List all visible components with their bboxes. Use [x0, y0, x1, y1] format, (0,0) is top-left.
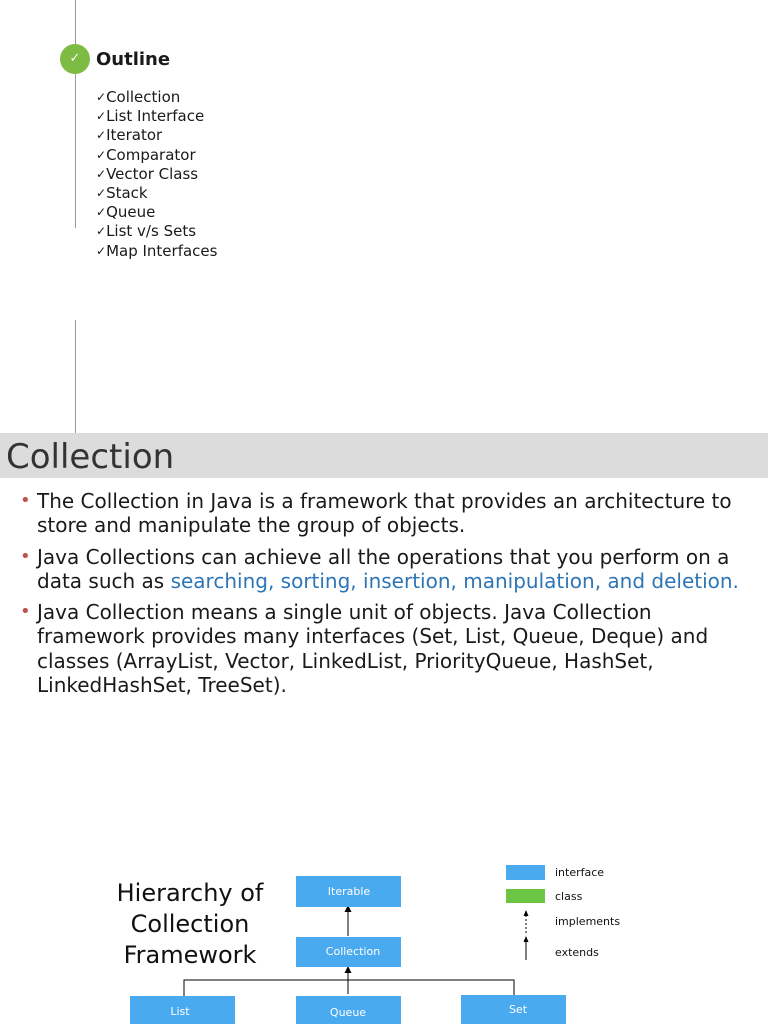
outline-item [96, 146, 217, 165]
outline-item [96, 165, 217, 184]
checkmark-icon: ✓ [96, 224, 107, 239]
outline-list [96, 88, 217, 261]
checkmark-icon: ✓ [96, 205, 107, 220]
node-iterable-label: Iterable [327, 885, 371, 898]
arrowhead-icon [524, 936, 529, 942]
outline-item-label: List v/s Sets [106, 222, 197, 241]
legend-extends-label: extends [555, 946, 599, 959]
legend-class-swatch [506, 889, 545, 903]
legend-interface-label: interface [555, 866, 605, 879]
bullet-icon: • [20, 601, 31, 623]
arrowhead-icon [524, 910, 529, 916]
outline-item-label: Collection [106, 88, 181, 106]
checkmark-icon: ✓ [96, 109, 107, 124]
checkmark-icon: ✓ [96, 128, 107, 143]
bullet-list [20, 489, 760, 704]
checkmark-icon: ✓ [96, 243, 107, 258]
bullet-text: Java Collection means a single unit of objects. Java Collection framework provides many interfaces (Set, List, Queue, Deque) and classes (ArrayList, Vector, LinkedList, PriorityQueue, HashSet, LinkedHashSet, TreeSet). [37, 600, 709, 698]
outline-item [96, 203, 217, 222]
bullet-item [20, 489, 760, 538]
outline-item [96, 126, 217, 145]
outline-item-label: Comparator [106, 145, 196, 164]
legend-interface-swatch [506, 865, 545, 880]
outline-item [96, 107, 217, 126]
check-circle-icon: ✓ [60, 44, 90, 74]
legend-class-label: class [555, 890, 583, 903]
outline-item-label: Stack [106, 183, 148, 202]
node-queue-label: Queue [329, 1006, 367, 1019]
bullet-highlight-text: searching, sorting, insertion, manipulation, and deletion. [170, 568, 739, 593]
outline-item-label: List Interface [106, 107, 205, 126]
outline-item [96, 242, 217, 261]
bullet-text: The Collection in Java is a framework that provides an architecture to store and manipulate the group of objects. [37, 489, 732, 538]
outline-item-label: Queue [106, 203, 156, 222]
bullet-text: Java Collections can achieve all the operations that you perform on a data such as [37, 544, 730, 593]
node-collection-label: Collection [325, 945, 381, 958]
arrowhead-icon [345, 966, 352, 973]
checkmark-icon: ✓ [96, 185, 107, 200]
connector-bus [184, 980, 514, 996]
checkmark-icon: ✓ [96, 147, 107, 162]
checkmark-icon: ✓ [96, 90, 107, 104]
section-header-bar [0, 433, 768, 478]
bullet-icon: • [20, 490, 31, 511]
timeline-line-bottom [75, 320, 76, 433]
hierarchy-title: Hierarchy of Collection Framework [116, 879, 264, 969]
outline-item-label: Iterator [106, 126, 163, 145]
hierarchy-diagram [0, 860, 768, 1024]
legend-implements-label: implements [555, 915, 621, 928]
bullet-item [20, 600, 760, 697]
outline-item [96, 184, 217, 203]
outline-title: Outline [96, 49, 171, 70]
outline-item-label: Map Interfaces [106, 241, 218, 260]
timeline-line-top [75, 0, 76, 228]
node-set-label: Set [508, 1003, 528, 1016]
bullet-icon: • [20, 545, 31, 567]
section-title: Collection [6, 437, 175, 477]
outline-item [96, 222, 217, 241]
node-list-label: List [170, 1005, 190, 1018]
outline-item [96, 88, 217, 107]
bullet-item [20, 545, 760, 594]
outline-item-label: Vector Class [106, 164, 199, 183]
checkmark-icon: ✓ [96, 166, 107, 181]
